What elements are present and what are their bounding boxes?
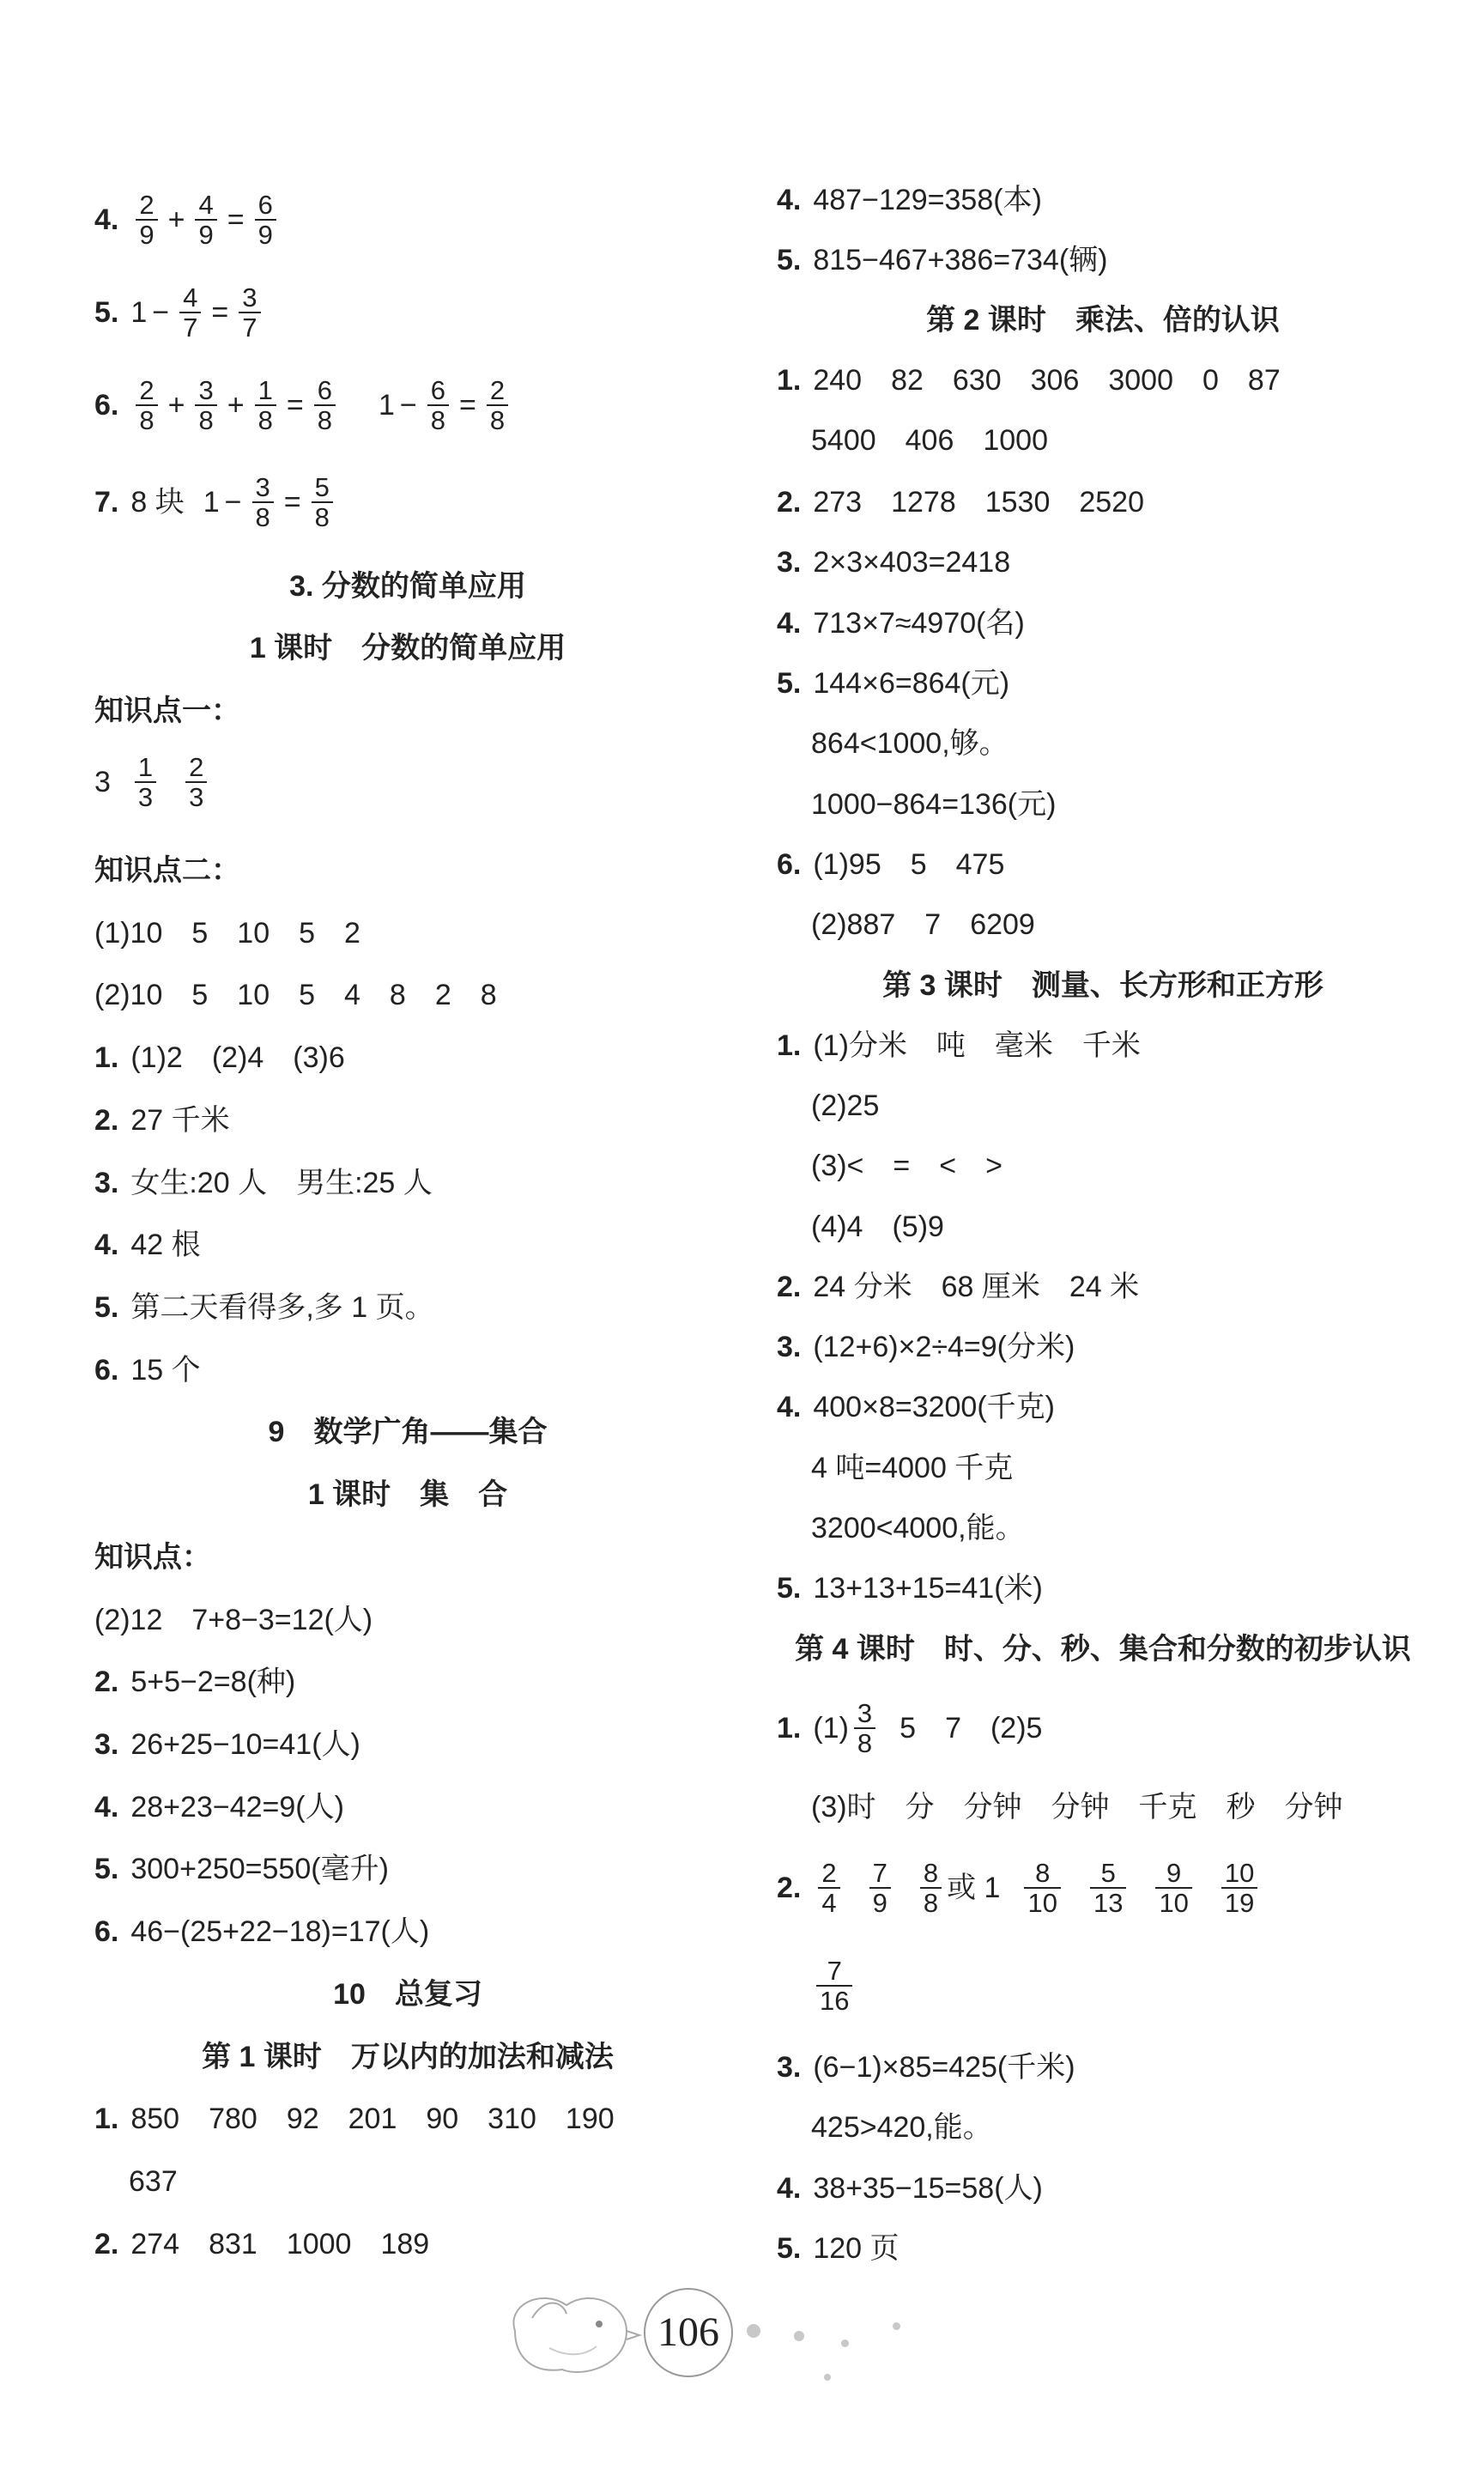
- fraction: $\frac{3}{8}$: [252, 473, 274, 531]
- answer-line: 4. 713×7≈4970(名): [777, 607, 1025, 640]
- answer-line: [811, 1956, 857, 2016]
- answer-line: 425>420,能。: [811, 2111, 992, 2144]
- answer-line: 5. 120 页: [777, 2232, 899, 2265]
- fraction: $\frac{7}{16}$: [816, 1957, 852, 2015]
- lesson-heading: 1 课时 集 合: [307, 1478, 508, 1511]
- answer-line: (1)10 5 10 5 2: [94, 917, 360, 950]
- fraction: $\frac{2}{9}$: [136, 191, 157, 249]
- answer-line: 3. 2×3×403=2418: [777, 546, 1011, 579]
- answer-line: (2)10 5 10 5 4 8 2 8: [94, 979, 497, 1011]
- answer-line: 637: [129, 2165, 178, 2198]
- answer-line: (3)时 分 分钟 分钟 千克 秒 分钟: [811, 1791, 1343, 1824]
- answer-line: 6. (1)95 5 475: [777, 848, 1005, 881]
- answer-line: (2)25: [811, 1089, 880, 1122]
- fraction: $\frac{3}{8}$: [195, 376, 216, 434]
- decorative-dot: [794, 2331, 804, 2341]
- lesson-heading: 第 1 课时 万以内的加法和减法: [202, 2041, 614, 2073]
- fraction: $\frac{9}{10}$: [1155, 1859, 1191, 1917]
- fraction: $\frac{8}{8}$: [920, 1859, 942, 1917]
- answer-6-fraction-expr: 6. $\frac{2}{8}$ + $\frac{3}{8}$ + $\frac{1}{8}$ = $\frac{6}{8}$ 1 − $\frac{6}{8}$ = $\frac{2}{8}$: [94, 385, 513, 425]
- fraction: $\frac{3}{8}$: [854, 1699, 875, 1757]
- answer-line: 2. $\frac{2}{4}$ $\frac{7}{9}$ $\frac{8}{8}$ 或 1 $\frac{8}{10}$ $\frac{5}{13}$ $\frac{9}{10}$ $\frac{10}{19}$: [777, 1868, 1263, 1908]
- answer-line: 1000−864=136(元): [811, 788, 1057, 821]
- page-footer: [498, 2271, 978, 2400]
- fraction: $\frac{3}{7}$: [239, 283, 260, 342]
- answer-line: (2)12 7+8−3=12(人): [94, 1604, 373, 1636]
- answer-line: 3. (6−1)×85=425(千米): [777, 2051, 1075, 2084]
- answer-line: 6. 15 个: [94, 1354, 201, 1387]
- decorative-dot: [841, 2339, 849, 2347]
- fraction: $\frac{8}{10}$: [1024, 1859, 1060, 1917]
- answer-line: 4 吨=4000 千克: [811, 1452, 1014, 1484]
- answer-line: 5. 第二天看得多,多 1 页。: [94, 1291, 434, 1324]
- section-heading: 10 总复习: [333, 1978, 482, 2011]
- fraction: $\frac{2}{8}$: [136, 376, 157, 434]
- answer-line: 5. 13+13+15=41(米): [777, 1572, 1043, 1605]
- fraction: $\frac{6}{8}$: [314, 376, 336, 434]
- decorative-dot: [824, 2374, 831, 2381]
- answer-line: (2)887 7 6209: [811, 908, 1035, 941]
- answer-line: 2. 24 分米 68 厘米 24 米: [777, 1271, 1140, 1303]
- fraction: $\frac{2}{8}$: [487, 376, 508, 434]
- fraction: $\frac{2}{4}$: [818, 1859, 839, 1917]
- answer-line: 4. 487−129=358(本): [777, 184, 1042, 216]
- lesson-heading: 第 4 课时 时、分、秒、集合和分数的初步认识: [795, 1633, 1411, 1666]
- knowledge-point-label: 知识点二：: [94, 854, 240, 887]
- answer-line: (4)4 (5)9: [811, 1211, 944, 1243]
- answer-line: 2. 5+5−2=8(种): [94, 1666, 296, 1698]
- fraction: $\frac{10}{19}$: [1221, 1859, 1257, 1917]
- fraction: $\frac{6}{8}$: [427, 376, 449, 434]
- answer-line: 4. 400×8=3200(千克): [777, 1391, 1055, 1423]
- answer-line: 5. 300+250=550(毫升): [94, 1853, 389, 1885]
- answer-line: 1. 850 780 92 201 90 310 190: [94, 2103, 615, 2135]
- answer-line: 1. (1)2 (2)4 (3)6: [94, 1041, 345, 1074]
- answer-line: 4. 28+23−42=9(人): [94, 1791, 344, 1824]
- answer-line: 6. 46−(25+22−18)=17(人): [94, 1915, 430, 1948]
- answer-line: 1. (1) $\frac{3}{8}$ 5 7 (2)5: [777, 1698, 1043, 1758]
- fraction: $\frac{2}{3}$: [185, 753, 207, 811]
- answer-line: 2. 27 千米: [94, 1104, 230, 1137]
- decorative-dot: [747, 2324, 760, 2338]
- lesson-heading: 1 课时 分数的简单应用: [249, 632, 566, 664]
- answer-line: 3. 女生:20 人 男生:25 人: [94, 1167, 433, 1199]
- knowledge-point-label: 知识点：: [94, 1541, 211, 1574]
- answer-7-fraction: 7. 8 块 1 − $\frac{3}{8}$ = $\frac{5}{8}$: [94, 482, 338, 522]
- decorative-dot: [893, 2322, 900, 2330]
- fraction: $\frac{5}{13}$: [1090, 1859, 1126, 1917]
- fraction: $\frac{6}{9}$: [255, 191, 276, 249]
- answer-line: 4. 42 根: [94, 1229, 201, 1261]
- fraction: $\frac{1}{8}$: [255, 376, 276, 434]
- fraction: $\frac{4}{7}$: [179, 283, 201, 342]
- fraction: $\frac{5}{8}$: [312, 473, 333, 531]
- answer-line: 3. (12+6)×2÷4=9(分米): [777, 1331, 1075, 1363]
- fraction: $\frac{4}{9}$: [195, 191, 216, 249]
- knowledge-point-label: 知识点一：: [94, 695, 240, 727]
- fraction: $\frac{1}{3}$: [135, 753, 156, 811]
- answer-line: 5. 815−467+386=734(辆): [777, 244, 1108, 276]
- answer-line: 3. 26+25−10=41(人): [94, 1728, 360, 1761]
- lesson-heading: 第 2 课时 乘法、倍的认识: [926, 304, 1280, 337]
- answer-line: 4. 38+35−15=58(人): [777, 2172, 1043, 2205]
- answer-line: (3)< = < >: [811, 1150, 1002, 1182]
- answer-line: 3200<4000,能。: [811, 1512, 1025, 1544]
- answer-line: 5400 406 1000: [811, 424, 1049, 457]
- answer-line: 2. 273 1278 1530 2520: [777, 486, 1144, 519]
- answer-line: 864<1000,够。: [811, 727, 1009, 760]
- section-heading: 9 数学广角——集合: [268, 1416, 548, 1448]
- answer-line: 5. 144×6=864(元): [777, 667, 1010, 700]
- knowledge-point-answer: 3 $\frac{1}{3}$ $\frac{2}{3}$: [94, 762, 212, 802]
- bird-icon: [498, 2271, 644, 2382]
- answer-4-fraction-sum: 4. $\frac{2}{9}$ + $\frac{4}{9}$ = $\frac{6}{9}$: [94, 200, 282, 240]
- answer-line: 1. 240 82 630 306 3000 0 87: [777, 364, 1281, 397]
- section-heading: 3. 分数的简单应用: [289, 570, 526, 603]
- answer-line: 1. (1)分米 吨 毫米 千米: [777, 1029, 1141, 1062]
- page-number: 106: [644, 2288, 733, 2377]
- answer-line: 2. 274 831 1000 189: [94, 2228, 430, 2260]
- lesson-heading: 第 3 课时 测量、长方形和正方形: [882, 969, 1323, 1002]
- fraction: $\frac{7}{9}$: [869, 1859, 891, 1917]
- answer-5-fraction-diff: 5. 1 − $\frac{4}{7}$ = $\frac{3}{7}$: [94, 293, 266, 332]
